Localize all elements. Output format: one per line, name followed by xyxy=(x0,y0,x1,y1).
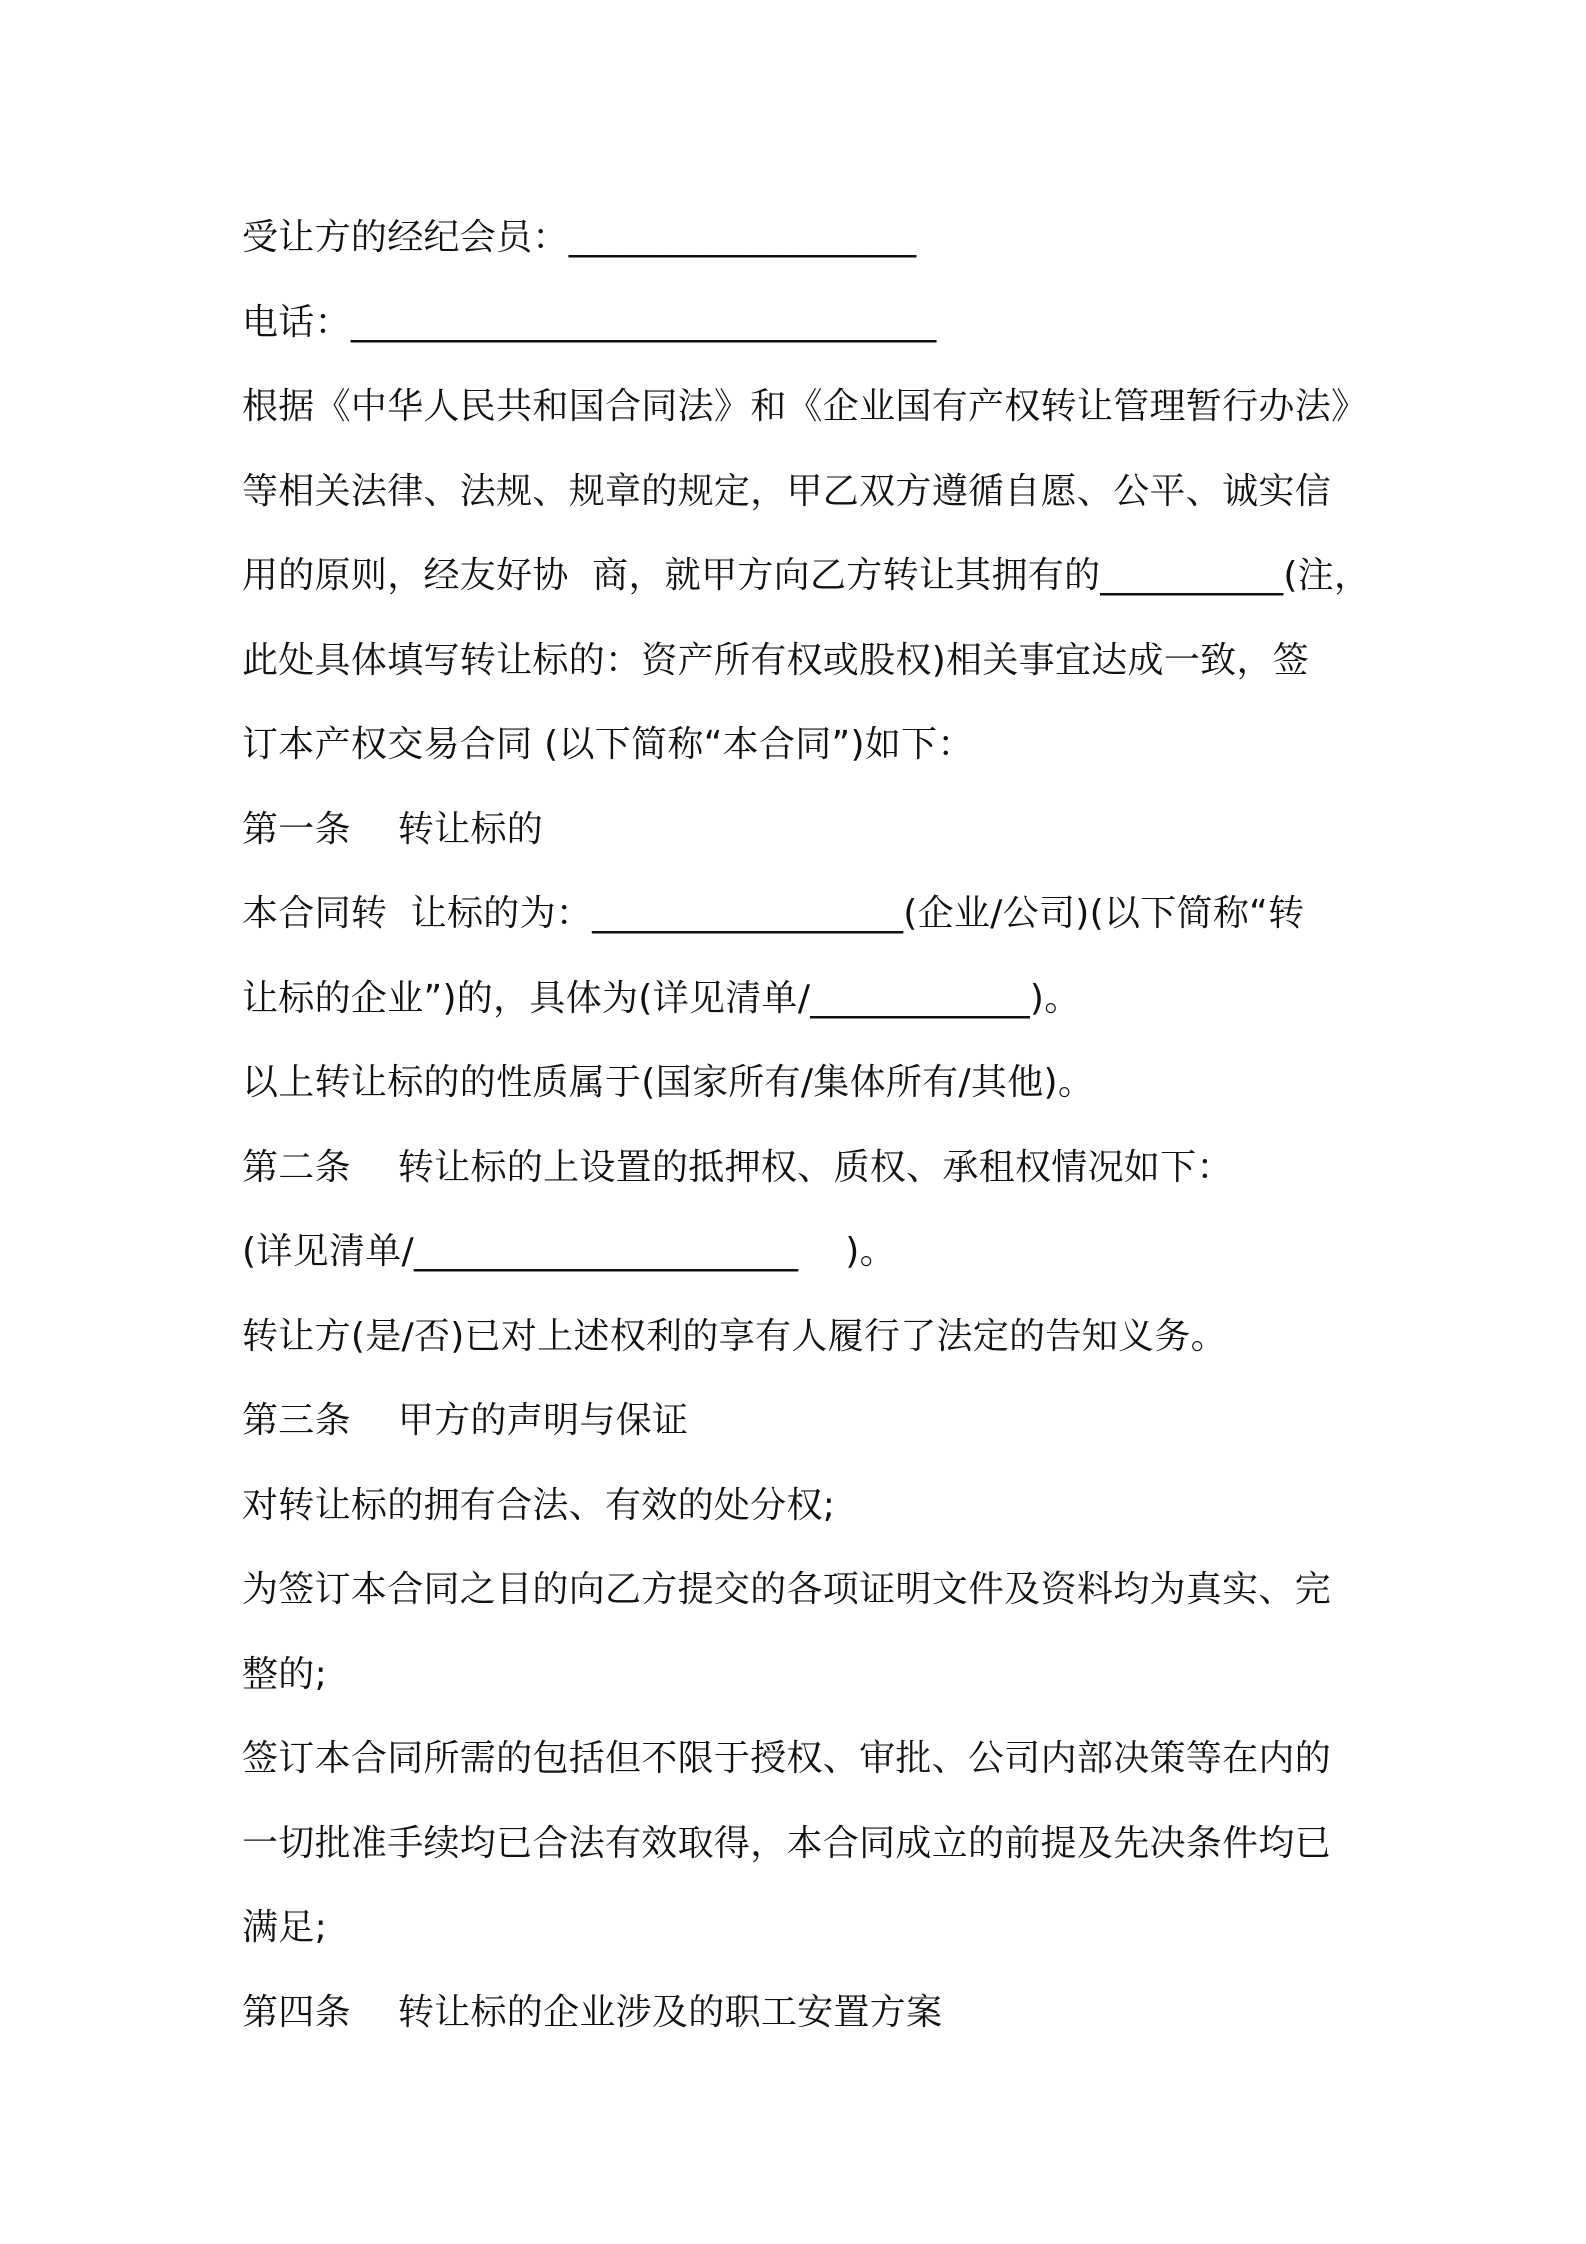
article-3-item-1: 对转让标的拥有合法、有效的处分权; xyxy=(242,1484,836,1526)
article-2-text-line-1: (详见清单/_____________________ )。 xyxy=(242,1231,896,1272)
preamble-line-1: 根据《中华人民共和国合同法》和《企业国有产权转让管理暂行办法》 xyxy=(242,386,1368,427)
article-1-heading: 第一条 转让标的 xyxy=(242,808,544,850)
preamble-line-5: 订本产权交易合同 (以下简称“本合同”)如下： xyxy=(242,724,974,765)
article-3-item-2-line-1: 为签订本合同之目的向乙方提交的各项证明文件及资料均为真实、完 xyxy=(242,1569,1332,1610)
preamble-line-4: 此处具体填写转让标的：资产所有权或股权)相关事宜达成一致，签 xyxy=(242,639,1310,681)
article-2-heading: 第二条 转让标的上设置的抵押权、质权、承租权情况如下： xyxy=(242,1146,1233,1188)
preamble-line-3: 用的原则，经友好协 商，就甲方向乙方转让其拥有的__________(注， xyxy=(242,555,1371,596)
article-1-text-line-3: 以上转让标的的性质属于(国家所有/集体所有/其他)。 xyxy=(242,1062,1095,1103)
broker-member-line: 受让方的经纪会员：___________________ xyxy=(242,217,917,258)
article-3-item-3-line-2: 一切批准手续均已合法有效取得，本合同成立的前提及先决条件均已 xyxy=(242,1822,1332,1864)
article-3-item-2-line-2: 整的; xyxy=(242,1653,328,1695)
article-3-item-3-line-3: 满足; xyxy=(242,1907,328,1948)
phone-line: 电话：________________________________ xyxy=(242,301,937,343)
article-1-text-line-2: 让标的企业”)的，具体为(详见清单/____________)。 xyxy=(242,977,1081,1019)
article-2-text-line-2: 转让方(是/否)已对上述权利的享有人履行了法定的告知义务。 xyxy=(242,1315,1227,1357)
preamble-line-2: 等相关法律、法规、规章的规定，甲乙双方遵循自愿、公平、诚实信 xyxy=(242,470,1332,512)
article-4-heading: 第四条 转让标的企业涉及的职工安置方案 xyxy=(242,1991,943,2033)
article-3-heading: 第三条 甲方的声明与保证 xyxy=(242,1400,689,1441)
article-1-text-line-1: 本合同转 让标的为：_________________(企业/公司)(以下简称“转 xyxy=(242,893,1305,934)
document-body xyxy=(242,196,1371,2055)
article-3-item-3-line-1: 签订本合同所需的包括但不限于授权、审批、公司内部决策等在内的 xyxy=(242,1738,1332,1779)
